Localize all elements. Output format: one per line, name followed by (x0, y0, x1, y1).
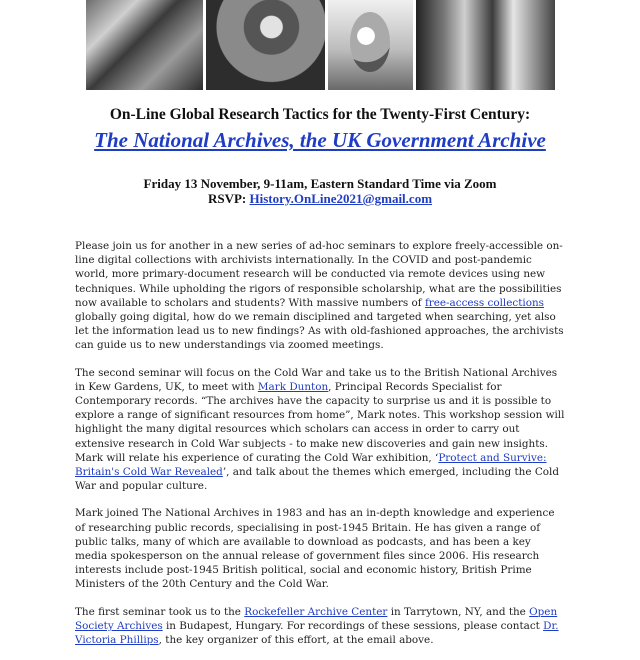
rsvp-email-link[interactable]: History.OnLine2021@gmail.com (249, 191, 433, 206)
rockefeller-archive-link[interactable]: Rockefeller Archive Center (244, 605, 388, 618)
paragraph-mark-bio: Mark joined The National Archives in 1983 and has an in-depth knowledge and experience of researching public records, specialising in post-1945 Britain. He has given a range of public talks, many of which are available to download as podcasts, and has been a key media spokesperson on the annual release of government files since 2006. His research interests include post-1945 British political, social and economic history, British Prime Ministers of the 20th Century and the Cold War. (75, 507, 555, 591)
archive-photo-control-room (86, 0, 203, 90)
paragraph-text: globally going digital, how do we remain disciplined and targeted when searching, yet also let the information lead us to new findings? As with old-fashioned approaches, the archivists can guide us to new understandings via zoomed meetings. (75, 311, 564, 352)
archive-photo-radar-dish (328, 0, 412, 90)
header-photo-strip (86, 0, 555, 90)
page-title: On-Line Global Research Tactics for the Twenty-First Century: (109, 106, 531, 123)
page-subtitle-link[interactable]: The National Archives, the UK Government Archive (94, 128, 546, 152)
paragraph-text: , Principal Records Specialist for Contemporary records. “The archives have the capacity to surprise us and it is possible to explore a range of significant resources from home”, Mark notes. This workshop session will highlight the many digital resources which scholars can access in order to carry out extensive research in Cold War subjects - to make new discoveries and gain new insights. Mark will relate his experience of curating the Cold War exhibition, ‘ (75, 380, 565, 464)
body-text (75, 239, 565, 660)
paragraph-text: Please join us for another in a new series of ad-hoc seminars to explore freely-accessible on-line digital collections with archivists internationally. In the COVID and post-pandemic world, more primary-document research will be conducted via remote devices using new techniques. While upholding the rigors of responsible scholarship, what are the possibilities now available to scholars and students? With massive numbers of (75, 240, 563, 309)
protect-and-survive-link[interactable]: Protect and Survive: Britain's Cold War Revealed (75, 451, 547, 479)
radar-dish-shape (350, 12, 390, 72)
paragraph-intro (75, 239, 565, 353)
free-access-collections-link[interactable]: free-access collections (424, 296, 544, 309)
archive-photo-operators (416, 0, 555, 90)
event-datetime: Friday 13 November, 9-11am, Eastern Standard Time via Zoom (143, 176, 497, 191)
paragraph-text: in Tarrytown, NY, and the (387, 605, 530, 618)
paragraph-text: ’, and talk about the themes which emerged, including the Cold War and popular culture. (75, 466, 560, 493)
rsvp-label: RSVP: (207, 191, 247, 206)
rsvp-line (0, 191, 640, 206)
paragraph-first-seminar (75, 605, 565, 648)
mark-dunton-link[interactable]: Mark Dunton (257, 380, 329, 393)
paragraph-second-seminar (75, 366, 565, 494)
paragraph-text: The first seminar took us to the (75, 605, 245, 618)
paragraph-text: in Budapest, Hungary. For recordings of these sessions, please contact (162, 619, 544, 632)
archive-photo-woman-at-desk (206, 0, 325, 90)
victoria-phillips-link[interactable]: Dr. Victoria Phillips (75, 619, 559, 647)
event-details (0, 176, 640, 206)
paragraph-text: , the key organizer of this effort, at the email above. (158, 634, 434, 647)
open-society-archives-link[interactable]: Open Society Archives (75, 605, 558, 632)
paragraph-text: The second seminar will focus on the Cold War and take us to the British National Archives in Kew Gardens, UK, to meet with (75, 366, 558, 393)
